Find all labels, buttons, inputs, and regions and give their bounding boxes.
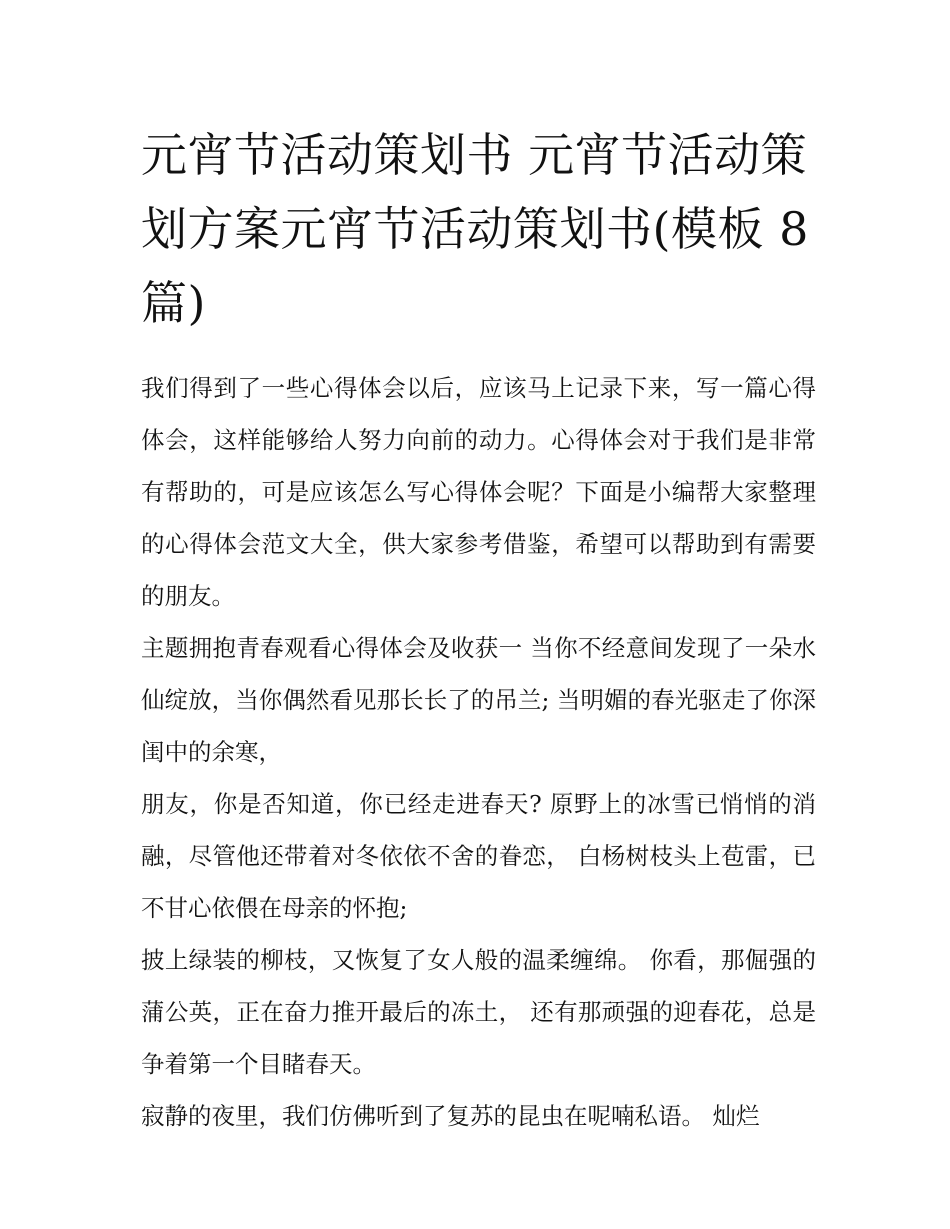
document-content [141, 118, 816, 1142]
document-title: 元宵节活动策划书 元宵节活动策划方案元宵节活动策划书(模板 8 篇) [141, 128, 809, 330]
paragraph-intro: 我们得到了一些心得体会以后，应该马上记录下来，写一篇心得体会，这样能够给人努力向前的动力。心得体会对于我们是非常有帮助的，可是应该怎么写心得体会呢？下面是小编帮大家整理的心得体会范文大全，供大家参考借鉴，希望可以帮助到有需要的朋友。 [141, 374, 816, 610]
paragraph-3: 朋友，你是否知道，你已经走进春天? 原野上的冰雪已悄悄的消融，尽管他还带着对冬依依不舍的眷恋， 白杨树枝头上苞雷，已不甘心依偎在母亲的怀抱; [141, 790, 816, 922]
paragraph-4: 披上绿装的柳枝，又恢复了女人般的温柔缠绵。 你看，那倔强的蒲公英，正在奋力推开最后的冻土， 还有那顽强的迎春花，总是争着第一个目睹春天。 [141, 946, 816, 1078]
paragraph-5: 寂静的夜里，我们仿佛听到了复苏的昆虫在呢喃私语。 灿烂 [141, 1102, 760, 1130]
document-body [141, 362, 816, 1142]
paragraph-2: 主题拥抱青春观看心得体会及收获一 当你不经意间发现了一朵水仙绽放，当你偶然看见那长长了的吊兰; 当明媚的春光驱走了你深闺中的余寒， [141, 634, 816, 766]
